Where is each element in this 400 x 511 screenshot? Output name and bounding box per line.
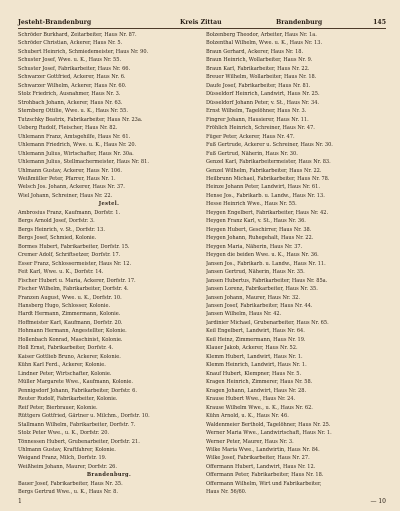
directory-entry: Jansen Wilhelm, Haus Nr. 42. [206,311,282,318]
directory-entry: Ueberg Rudolf, Fleischer, Haus Nr. 82. [18,125,118,132]
directory-entry: Jansen Hubertus, Fabrikarbeiter, Haus Nr. 85a. [206,277,328,284]
directory-entry: Kragen Heinrich, Zimmerer, Haus Nr. 58. [206,379,313,386]
directory-entry: Genzel Karl, Fabrikarbeitermeister, Haus Nr. 83. [206,159,331,166]
directory-entry: Franzen August, Wwe. u. K., Dorfstr. 10. [18,294,122,301]
directory-entry: Ambrosius Franz, Kaufmann, Dorfstr. 1. [18,209,121,216]
directory-entry: Reuter Rudolf, Fabrikarbeiter, Kolonie. [18,396,118,403]
section-heading: Brandenburg. [86,472,132,479]
directory-entry: Jansen Jos., Fabrikarb. u. Landw., Haus Nr. 11. [206,260,326,267]
directory-entry: Daufe Josef, Fabrikarbeiter, Haus Nr. 81. [206,82,311,89]
directory-entry: Wilke Maria Wwe., Landwirtin, Haus Nr. 84. [206,446,320,453]
directory-entry: Schwarzer Gottfried, Ackerer, Haus Nr. 6. [18,74,126,81]
directory-entry: Jardinier Michael, Grubenarbeiter, Haus Nr. 65. [206,319,329,326]
directory-entry: Sternberg Ottilie, Wwe. u. K., Haus Nr. 55. [18,108,128,115]
left-column [18,31,200,497]
header-rule [18,28,386,29]
footer-right: — 10 [370,498,386,505]
directory-entry: Bergs Arnold Josef, Dorfstr. 3. [18,218,95,225]
directory-entry: Klemm Hubert, Landwirt, Haus Nr. 1. [206,353,303,360]
directory-entry: Schröder Burkhard, Zeitarbeiter, Haus Nr. 87. [18,32,137,38]
directory-entry: Heygen Engelbert, Fabrikarbeiter, Haus Nr. 42. [206,209,329,216]
directory-entry: Hense Jos., Fabrikarb. u. Landw., Haus Nr. 13. [206,192,325,199]
directory-entry: Waldenmeier Berthold, Tagelöhner, Haus Nr. 25. [206,421,331,428]
directory-entry: Heilbrunn Michael, Fabrikarbeiter, Haus Nr. 78. [206,175,330,182]
directory-entry: Heygen die beiden Wwe. u. K., Haus Nr. 36. [206,252,319,259]
directory-entry: Fuß Gertrude, Ackerer u. Schreiner, Haus Nr. 30. [206,142,333,149]
directory-entry: Hoffmeister Karl, Kaufmann, Dorfstr. 20. [18,319,123,326]
directory-entry: Tutzschky Beatrix, Fabrikarbeiter, Haus Nr. 23a. [18,116,143,123]
directory-entry: Werner Maria Wwe., Landwirtschaft, Haus Nr. 1. [206,430,332,437]
directory-entry: Schröder Christian, Ackerer, Haus Nr. 5. [18,40,123,47]
directory-entry: Heygen Hubert, Geschirrer, Haus Nr. 38. [206,226,312,233]
directory-entry: Werner Peter, Maurer, Haus Nr. 3. [206,438,294,445]
directory-entry: Lindner Peter, Wirtschafter, Kolonie. [18,370,112,377]
directory-entry: Heygen Maria, Näherin, Haus Nr. 37. [206,243,303,250]
directory-entry: Braun Heinrich, Wollarbeiter, Haus Nr. 9. [206,57,313,64]
directory-entry: Bauer Josef, Fabrikarbeiter, Haus Nr. 35. [18,480,123,487]
directory-entry: Kühn Karl Ferd., Ackerer, Kolonie. [18,362,106,369]
directory-entry: Strohbach Johann, Ackerer, Haus Nr. 63. [18,99,123,106]
directory-entry: Offermann Hubert, Landwirt, Haus Nr. 12. [206,463,316,470]
directory-entry: Schuster Josef, Wwe. u. K., Haus Nr. 55. [18,57,122,64]
directory-entry: Weißheim Johann, Maurer, Dorfstr. 26. [18,463,117,470]
directory-entry: Breuer Wilhelm, Wollarbeiter, Haus Nr. 18. [206,74,317,81]
directory-entry: Reif Peter, Bierbrauer, Kolonie. [18,404,98,411]
directory-entry: Knauf Hubert, Klempner, Haus Nr. 5. [206,370,302,377]
directory-entry: Fischer Wilhelm, Fabrikarbeiter, Dorfstr. 4. [18,286,129,293]
directory-entry: Feit Karl, Wwe. u. K., Dorfstr. 14. [18,269,104,276]
directory-entry: Uhlemann Julius, Wirtschafter, Haus Nr. 30a. [18,150,134,157]
directory-entry: Rüttgers Gottfried, Gärtner u. Milchm., Dorfstr. 10. [18,413,150,420]
directory-entry: Cremer Adolf, Schriftsetzer, Dorfstr. 17. [18,252,121,259]
directory-entry: Jansen Lorenz, Fabrikarbeiter, Haus Nr. 35. [206,286,318,293]
directory-entry: Kaiser Gottlieb Bruno, Ackerer, Kolonie. [18,353,121,360]
directory-entry: Jansen Josef, Fabrikarbeiter, Haus Nr. 44. [206,303,313,309]
directory-entry: Haus Nr. 56/60. [206,489,247,496]
directory-entry: Bolzenberg Theodor, Arbeiter, Haus Nr. 1a. [206,32,317,38]
directory-entry: Füger Peter, Ackerer, Haus Nr. 47. [206,133,295,140]
directory-entry: Düsseldorf Heinrich, Landwirt, Haus Nr. 25. [206,91,320,98]
footer-left: 1 [18,498,22,505]
directory-entry: Krause Hubert Wwe., Haus Nr. 24. [206,396,296,403]
directory-entry: Ernst Wilhelm, Tagelöhner, Haus Nr. 3. [206,108,307,115]
directory-entry: Stallmann Wilhelm, Fabrikarbeiter, Dorfstr. 7. [18,421,136,428]
directory-entry: Weigand Franz, Milch, Dorfstr. 19. [18,455,107,462]
directory-entry: Weißmüller Peter, Pfarrer, Haus Nr. 1. [18,175,116,182]
directory-entry: Kühn Arnold, u. K., Haus Nr. 46. [206,413,289,420]
directory-entry: Heygen Johann, Ruhegehalt, Haus Nr. 22. [206,235,314,242]
directory-entry: Heinze Johann Peter, Landwirt, Haus Nr. 61. [206,184,320,191]
page-number: 145 [373,19,386,26]
directory-entry: Braun Karl, Fabrikarbeiter, Haus Nr. 22. [206,65,310,72]
directory-entry: Jansen Johann, Maurer, Haus Nr. 32. [206,294,301,301]
directory-entry: Welsch Jos. Johann, Ackerer, Haus Nr. 37. [18,184,125,191]
directory-entry: Bergs Heinrich, v. St., Dorfstr. 13. [18,226,105,233]
directory-entry: Bergs Josef, Schmied, Kolonie. [18,235,97,242]
directory-entry: Schubert Heinrich, Schmiedemeister, Haus Nr. 90. [18,48,149,55]
directory-entry: Müller Margarete Wwe., Kaufmann, Kolonie. [18,379,133,386]
directory-entry: Heygen Franz Karl, v. St., Haus Nr. 36. [206,218,306,225]
directory-entry: Uhlemann Friedrich, Wwe. u. K., Haus Nr. 20. [18,142,137,149]
directory-entry: Keil Engelbert, Landwirt, Haus Nr. 64. [206,328,305,335]
directory-entry: Tönnessen Hubert, Grubenarbeiter, Dorfstr. 21. [18,438,140,445]
directory-entry: Klauer Jakob, Ackerer, Haus Nr. 52. [206,345,298,352]
directory-entry: Pennigsdorf Johann, Fabrikarbeiter, Dorfstr. 6. [18,387,137,394]
header-place: Brandenburg [276,19,323,26]
directory-entry: Holl Ernst, Fabrikarbeiter, Dorfstr. 4. [18,345,114,352]
header-left: Jesteht-Brandenburg [18,19,92,26]
header-district: Kreis Zittau [180,19,222,26]
directory-entry: Offermann Peter, Fabrikarbeiter, Haus Nr. 18. [206,472,324,479]
directory-entry: Bormes Hubert, Fabrikarbeiter, Dorfstr. 15. [18,243,130,250]
directory-entry: Esser Franz, Schlossermeister, Haus Nr. 12. [18,260,132,267]
directory-entry: Uhlmann Gustav, Kraftfahrer, Kolonie. [18,446,116,453]
directory-entry: Uhlmann Gustav, Ackerer, Haus Nr. 106. [18,167,122,174]
directory-entry: Uhlemann Franz, Amtsgehilfe, Haus Nr. 61. [18,133,131,140]
directory-entry: Jansen Gertrud, Näherin, Haus Nr. 35. [206,269,305,276]
right-column [206,31,388,497]
directory-entry: Fröhlich Heinrich, Schreiner, Haus Nr. 47. [206,125,315,132]
directory-entry: Bolzenthal Wilhelm, Wwe. u. K., Haus Nr. 13. [206,40,323,47]
directory-entry: Düsseldorf Johann Peter, v. St., Haus Nr. 34. [206,99,320,106]
directory-entry: Kragen Johann, Landwirt, Haus Nr. 28. [206,387,307,394]
directory-entry: Fingrer Johann, Hausierer, Haus Nr. 11. [206,116,309,123]
directory-entry: Braun Gerhard, Ackerer, Haus Nr. 18. [206,48,304,55]
directory-entry: Stolz Peter Wwe., u. K., Dorfstr. 20. [18,430,110,437]
directory-entry: Hollenbach Konrad, Maschinist, Kolonie. [18,336,123,343]
directory-entry: Hansberg Hugo, Schlosser, Kolonie. [18,303,111,309]
directory-entry: Schwarzer Wilhelm, Ackerer, Haus Nr. 60. [18,82,127,89]
directory-entry: Hesse Heinrich Wwe., Haus Nr. 55. [206,201,297,208]
directory-entry: Genzel Wilhelm, Fabrikarbeiter, Haus Nr. 22. [206,167,322,174]
directory-entry: Stolz Friedrich, Ausnahmer, Haus Nr. 3. [18,91,121,98]
directory-entry: Hohmann Hermann, Angestellter, Kolonie. [18,328,127,335]
directory-entry: Wiel Johann, Schreiner, Haus Nr. 22. [18,192,113,199]
directory-entry: Klemm Heinrich, Landwirt, Haus Nr. 1. [206,362,307,369]
section-heading: Jestel. [98,201,120,208]
directory-entry: Wilke Josef, Fabrikarbeiter, Haus Nr. 27. [206,455,310,462]
directory-entry: Keil Heinz, Zimmermann, Haus Nr. 19. [206,336,306,343]
directory-entry: Schuster Josef, Fabrikarbeiter, Haus Nr. 66. [18,65,131,72]
directory-entry: Fuß Gertrud, Näherin, Haus Nr. 30. [206,150,298,157]
directory-entry: Fischer Hubert u. Maria, Ackerer, Dorfstr. 17. [18,277,136,284]
directory-entry: Offermann Wilhelm, Wirt und Fabrikarbeiter, [206,480,322,487]
directory-entry: Bergs Gertrud Wwe., u. K., Haus Nr. 8. [18,489,118,496]
directory-entry: Krause Wilhelm Wwe., u. K., Haus Nr. 62. [206,404,313,411]
directory-entry: Uhlemann Julius, Stellmachermeister, Haus Nr. 81. [18,159,149,166]
directory-entry: Hardt Hermann, Zimmermann, Kolonie. [18,311,121,318]
